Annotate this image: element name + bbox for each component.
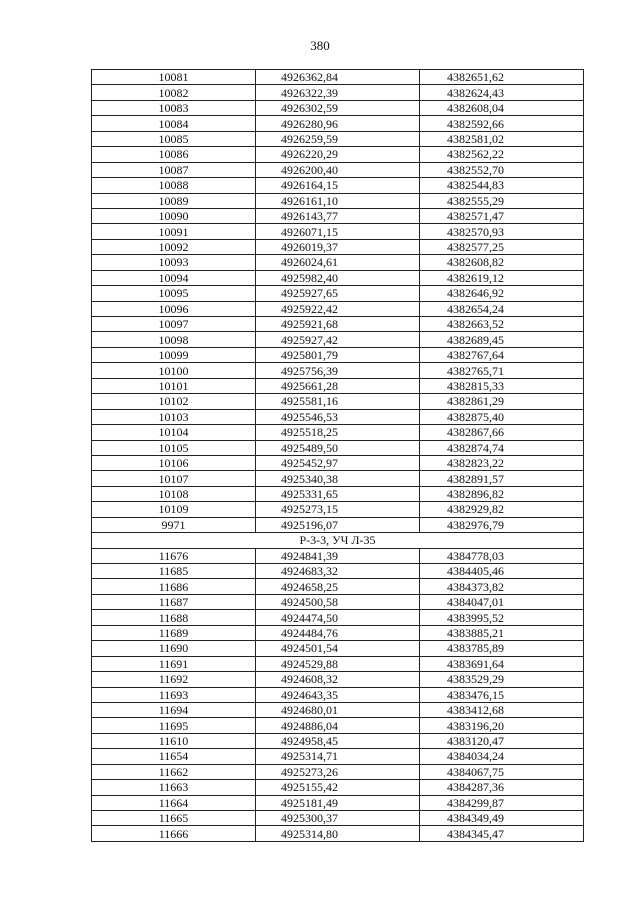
y-coordinate-cell: 4382577,25 <box>420 239 584 254</box>
table-row <box>92 594 584 609</box>
point-number-cell: 11689 <box>92 625 256 640</box>
point-number-cell: 10101 <box>92 378 256 393</box>
y-coordinate-cell: 4384373,82 <box>420 579 584 594</box>
point-number-cell: 11664 <box>92 795 256 810</box>
x-coordinate-cell: 4924643,35 <box>256 687 420 702</box>
x-coordinate-cell: 4924474,50 <box>256 610 420 625</box>
y-coordinate-cell: 4382663,52 <box>420 317 584 332</box>
x-coordinate-cell: 4925273,26 <box>256 764 420 779</box>
x-coordinate-cell: 4925340,38 <box>256 471 420 486</box>
point-number-cell: 10089 <box>92 193 256 208</box>
point-number-cell: 10104 <box>92 425 256 440</box>
point-number-cell: 11691 <box>92 656 256 671</box>
point-number-cell: 11690 <box>92 641 256 656</box>
point-number-cell: 10100 <box>92 363 256 378</box>
coordinates-table-body <box>92 70 584 842</box>
x-coordinate-cell: 4926322,39 <box>256 85 420 100</box>
point-number-cell: 10107 <box>92 471 256 486</box>
point-number-cell: 10085 <box>92 131 256 146</box>
point-number-cell: 11654 <box>92 749 256 764</box>
y-coordinate-cell: 4382861,29 <box>420 394 584 409</box>
x-coordinate-cell: 4925314,80 <box>256 826 420 841</box>
section-heading-row <box>92 533 584 548</box>
y-coordinate-cell: 4384067,75 <box>420 764 584 779</box>
y-coordinate-cell: 4382592,66 <box>420 116 584 131</box>
point-number-cell: 9971 <box>92 517 256 532</box>
y-coordinate-cell: 4382570,93 <box>420 224 584 239</box>
y-coordinate-cell: 4382767,64 <box>420 347 584 362</box>
point-number-cell: 10082 <box>92 85 256 100</box>
table-row <box>92 85 584 100</box>
x-coordinate-cell: 4924658,25 <box>256 579 420 594</box>
table-row <box>92 471 584 486</box>
y-coordinate-cell: 4382929,82 <box>420 502 584 517</box>
x-coordinate-cell: 4925314,71 <box>256 749 420 764</box>
y-coordinate-cell: 4382874,74 <box>420 440 584 455</box>
table-row <box>92 224 584 239</box>
table-row <box>92 564 584 579</box>
x-coordinate-cell: 4926071,15 <box>256 224 420 239</box>
table-row <box>92 440 584 455</box>
point-number-cell: 11685 <box>92 564 256 579</box>
x-coordinate-cell: 4925489,50 <box>256 440 420 455</box>
x-coordinate-cell: 4926019,37 <box>256 239 420 254</box>
table-row <box>92 162 584 177</box>
point-number-cell: 11693 <box>92 687 256 702</box>
y-coordinate-cell: 4383120,47 <box>420 733 584 748</box>
point-number-cell: 10103 <box>92 409 256 424</box>
y-coordinate-cell: 4384345,47 <box>420 826 584 841</box>
point-number-cell: 10092 <box>92 239 256 254</box>
y-coordinate-cell: 4383885,21 <box>420 625 584 640</box>
table-row <box>92 610 584 625</box>
table-row <box>92 131 584 146</box>
point-number-cell: 10094 <box>92 270 256 285</box>
y-coordinate-cell: 4382608,82 <box>420 255 584 270</box>
table-row <box>92 672 584 687</box>
x-coordinate-cell: 4924958,45 <box>256 733 420 748</box>
table-row <box>92 100 584 115</box>
point-number-cell: 10091 <box>92 224 256 239</box>
point-number-cell: 10109 <box>92 502 256 517</box>
point-number-cell: 10090 <box>92 208 256 223</box>
point-number-cell: 11663 <box>92 780 256 795</box>
coordinates-table <box>91 69 584 842</box>
x-coordinate-cell: 4924608,32 <box>256 672 420 687</box>
x-coordinate-cell: 4924841,39 <box>256 548 420 563</box>
y-coordinate-cell: 4382891,57 <box>420 471 584 486</box>
y-coordinate-cell: 4384405,46 <box>420 564 584 579</box>
y-coordinate-cell: 4382867,66 <box>420 425 584 440</box>
table-row <box>92 116 584 131</box>
point-number-cell: 10098 <box>92 332 256 347</box>
y-coordinate-cell: 4382619,12 <box>420 270 584 285</box>
table-row <box>92 749 584 764</box>
point-number-cell: 10093 <box>92 255 256 270</box>
table-row <box>92 347 584 362</box>
point-number-cell: 10102 <box>92 394 256 409</box>
x-coordinate-cell: 4926024,61 <box>256 255 420 270</box>
table-row <box>92 147 584 162</box>
page-number: 380 <box>310 38 330 53</box>
x-coordinate-cell: 4925196,07 <box>256 517 420 532</box>
x-coordinate-cell: 4925921,68 <box>256 317 420 332</box>
x-coordinate-cell: 4925982,40 <box>256 270 420 285</box>
table-row <box>92 795 584 810</box>
y-coordinate-cell: 4382646,92 <box>420 286 584 301</box>
y-coordinate-cell: 4382552,70 <box>420 162 584 177</box>
x-coordinate-cell: 4926259,59 <box>256 131 420 146</box>
y-coordinate-cell: 4382624,43 <box>420 85 584 100</box>
x-coordinate-cell: 4926362,84 <box>256 70 420 85</box>
x-coordinate-cell: 4925452,97 <box>256 455 420 470</box>
table-row <box>92 301 584 316</box>
point-number-cell: 11610 <box>92 733 256 748</box>
point-number-cell: 11688 <box>92 610 256 625</box>
point-number-cell: 10087 <box>92 162 256 177</box>
point-number-cell: 10081 <box>92 70 256 85</box>
y-coordinate-cell: 4382544,83 <box>420 178 584 193</box>
x-coordinate-cell: 4925756,39 <box>256 363 420 378</box>
x-coordinate-cell: 4926161,10 <box>256 193 420 208</box>
point-number-cell: 10105 <box>92 440 256 455</box>
table-row <box>92 270 584 285</box>
table-row <box>92 178 584 193</box>
point-number-cell: 11695 <box>92 718 256 733</box>
x-coordinate-cell: 4925927,65 <box>256 286 420 301</box>
x-coordinate-cell: 4925661,28 <box>256 378 420 393</box>
x-coordinate-cell: 4924529,88 <box>256 656 420 671</box>
x-coordinate-cell: 4924683,32 <box>256 564 420 579</box>
point-number-cell: 10099 <box>92 347 256 362</box>
y-coordinate-cell: 4382823,22 <box>420 455 584 470</box>
point-number-cell: 10083 <box>92 100 256 115</box>
point-number-cell: 11666 <box>92 826 256 841</box>
table-row <box>92 764 584 779</box>
point-number-cell: 10086 <box>92 147 256 162</box>
y-coordinate-cell: 4382976,79 <box>420 517 584 532</box>
table-row <box>92 517 584 532</box>
point-number-cell: 10095 <box>92 286 256 301</box>
point-number-cell: 10097 <box>92 317 256 332</box>
point-number-cell: 11687 <box>92 594 256 609</box>
table-row <box>92 502 584 517</box>
point-number-cell: 11692 <box>92 672 256 687</box>
y-coordinate-cell: 4382562,22 <box>420 147 584 162</box>
x-coordinate-cell: 4925546,53 <box>256 409 420 424</box>
point-number-cell: 11694 <box>92 702 256 717</box>
table-row <box>92 255 584 270</box>
y-coordinate-cell: 4382555,29 <box>420 193 584 208</box>
table-row <box>92 208 584 223</box>
y-coordinate-cell: 4382815,33 <box>420 378 584 393</box>
y-coordinate-cell: 4382581,02 <box>420 131 584 146</box>
y-coordinate-cell: 4383412,68 <box>420 702 584 717</box>
y-coordinate-cell: 4382608,04 <box>420 100 584 115</box>
x-coordinate-cell: 4925581,16 <box>256 394 420 409</box>
y-coordinate-cell: 4384299,87 <box>420 795 584 810</box>
x-coordinate-cell: 4926220,29 <box>256 147 420 162</box>
point-number-cell: 10108 <box>92 486 256 501</box>
y-coordinate-cell: 4382651,62 <box>420 70 584 85</box>
x-coordinate-cell: 4924501,54 <box>256 641 420 656</box>
x-coordinate-cell: 4925518,25 <box>256 425 420 440</box>
y-coordinate-cell: 4383476,15 <box>420 687 584 702</box>
table-row <box>92 455 584 470</box>
table-row <box>92 409 584 424</box>
y-coordinate-cell: 4382689,45 <box>420 332 584 347</box>
table-row <box>92 579 584 594</box>
x-coordinate-cell: 4926143,77 <box>256 208 420 223</box>
y-coordinate-cell: 4383785,89 <box>420 641 584 656</box>
point-number-cell: 11676 <box>92 548 256 563</box>
table-row <box>92 641 584 656</box>
table-row <box>92 486 584 501</box>
x-coordinate-cell: 4925922,42 <box>256 301 420 316</box>
y-coordinate-cell: 4383691,64 <box>420 656 584 671</box>
x-coordinate-cell: 4925181,49 <box>256 795 420 810</box>
table-row <box>92 425 584 440</box>
table-row <box>92 332 584 347</box>
x-coordinate-cell: 4925927,42 <box>256 332 420 347</box>
table-row <box>92 548 584 563</box>
point-number-cell: 10106 <box>92 455 256 470</box>
table-row <box>92 718 584 733</box>
y-coordinate-cell: 4382875,40 <box>420 409 584 424</box>
y-coordinate-cell: 4384778,03 <box>420 548 584 563</box>
table-row <box>92 702 584 717</box>
table-row <box>92 363 584 378</box>
x-coordinate-cell: 4926200,40 <box>256 162 420 177</box>
y-coordinate-cell: 4383529,29 <box>420 672 584 687</box>
point-number-cell: 11686 <box>92 579 256 594</box>
point-number-cell: 11665 <box>92 811 256 826</box>
y-coordinate-cell: 4384034,24 <box>420 749 584 764</box>
x-coordinate-cell: 4925300,37 <box>256 811 420 826</box>
x-coordinate-cell: 4925331,65 <box>256 486 420 501</box>
y-coordinate-cell: 4384287,36 <box>420 780 584 795</box>
point-number-cell: 10084 <box>92 116 256 131</box>
table-row <box>92 193 584 208</box>
y-coordinate-cell: 4384349,49 <box>420 811 584 826</box>
x-coordinate-cell: 4925801,79 <box>256 347 420 362</box>
table-row <box>92 70 584 85</box>
table-row <box>92 625 584 640</box>
y-coordinate-cell: 4383196,20 <box>420 718 584 733</box>
table-row <box>92 378 584 393</box>
y-coordinate-cell: 4383995,52 <box>420 610 584 625</box>
table-row <box>92 687 584 702</box>
table-row <box>92 656 584 671</box>
y-coordinate-cell: 4384047,01 <box>420 594 584 609</box>
table-row <box>92 239 584 254</box>
point-number-cell: 10096 <box>92 301 256 316</box>
section-heading: Р-3-3, УЧ Л-35 <box>92 533 584 548</box>
y-coordinate-cell: 4382765,71 <box>420 363 584 378</box>
x-coordinate-cell: 4926302,59 <box>256 100 420 115</box>
table-row <box>92 394 584 409</box>
x-coordinate-cell: 4924500,58 <box>256 594 420 609</box>
y-coordinate-cell: 4382896,82 <box>420 486 584 501</box>
table-row <box>92 811 584 826</box>
x-coordinate-cell: 4924484,76 <box>256 625 420 640</box>
x-coordinate-cell: 4926280,96 <box>256 116 420 131</box>
y-coordinate-cell: 4382654,24 <box>420 301 584 316</box>
table-row <box>92 317 584 332</box>
table-row <box>92 780 584 795</box>
x-coordinate-cell: 4926164,15 <box>256 178 420 193</box>
x-coordinate-cell: 4925155,42 <box>256 780 420 795</box>
x-coordinate-cell: 4925273,15 <box>256 502 420 517</box>
x-coordinate-cell: 4924886,04 <box>256 718 420 733</box>
point-number-cell: 10088 <box>92 178 256 193</box>
table-row <box>92 826 584 841</box>
table-row <box>92 733 584 748</box>
table-row <box>92 286 584 301</box>
point-number-cell: 11662 <box>92 764 256 779</box>
x-coordinate-cell: 4924680,01 <box>256 702 420 717</box>
y-coordinate-cell: 4382571,47 <box>420 208 584 223</box>
